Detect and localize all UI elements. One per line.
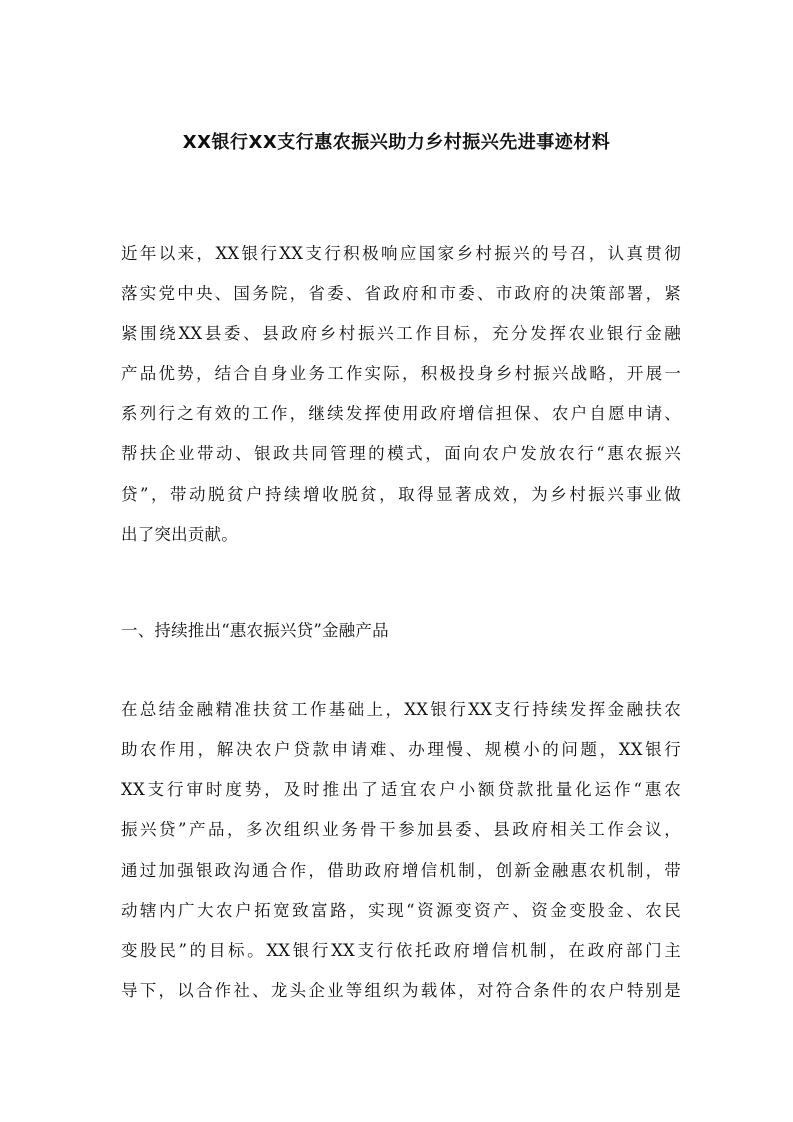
paragraph-1-line: 贷”，带动脱贫户持续增收脱贫，取得显著成效，为乡村振兴事业做 — [121, 485, 681, 504]
paragraph-1-line: 落实党中央、国务院，省委、省政府和市委、市政府的决策部署，紧 — [121, 284, 681, 303]
paragraph-1-line: 帮扶企业带动、银政共同管理的模式，面向农户发放农行“惠农振兴 — [121, 444, 681, 463]
paragraph-1-line: 紧围绕XX县委、县政府乡村振兴工作目标，充分发挥农业银行金融 — [121, 324, 681, 343]
paragraph-1-line: 产品优势，结合自身业务工作实际，积极投身乡村振兴战略，开展一 — [121, 364, 681, 383]
paragraph-2-line: 通过加强银政沟通合作，借助政府增信机制，创新金融惠农机制，带 — [121, 861, 681, 880]
paragraph-2-line: 导下，以合作社、龙头企业等组织为载体，对符合条件的农户特别是 — [121, 981, 681, 1000]
paragraph-2-line: 助农作用，解决农户贷款申请难、办理慢、规模小的问题，XX银行 — [121, 740, 681, 759]
paragraph-2-line: 动辖内广大农户拓宽致富路，实现“资源变资产、资金变股金、农民 — [121, 901, 681, 920]
paragraph-1-line: 出了突出贡献。 — [121, 525, 238, 544]
document-title: XX银行XX支行惠农振兴助力乡村振兴先进事迹材料 — [182, 132, 611, 153]
paragraph-2-line: 在总结金融精准扶贫工作基础上，XX银行XX支行持续发挥金融扶农 — [121, 700, 681, 719]
paragraph-2-line: XX支行审时度势，及时推出了适宜农户小额贷款批量化运作“惠农 — [121, 780, 681, 799]
section-heading: 一、持续推出“惠农振兴贷”金融产品 — [121, 621, 389, 640]
paragraph-2-line: 变股民”的目标。XX银行XX支行依托政府增信机制，在政府部门主 — [121, 941, 681, 960]
paragraph-1-line: 近年以来，XX银行XX支行积极响应国家乡村振兴的号召，认真贯彻 — [121, 244, 681, 263]
paragraph-2-line: 振兴贷”产品，多次组织业务骨干参加县委、县政府相关工作会议， — [121, 820, 681, 839]
paragraph-1-line: 系列行之有效的工作，继续发挥使用政府增信担保、农户自愿申请、 — [121, 404, 681, 423]
